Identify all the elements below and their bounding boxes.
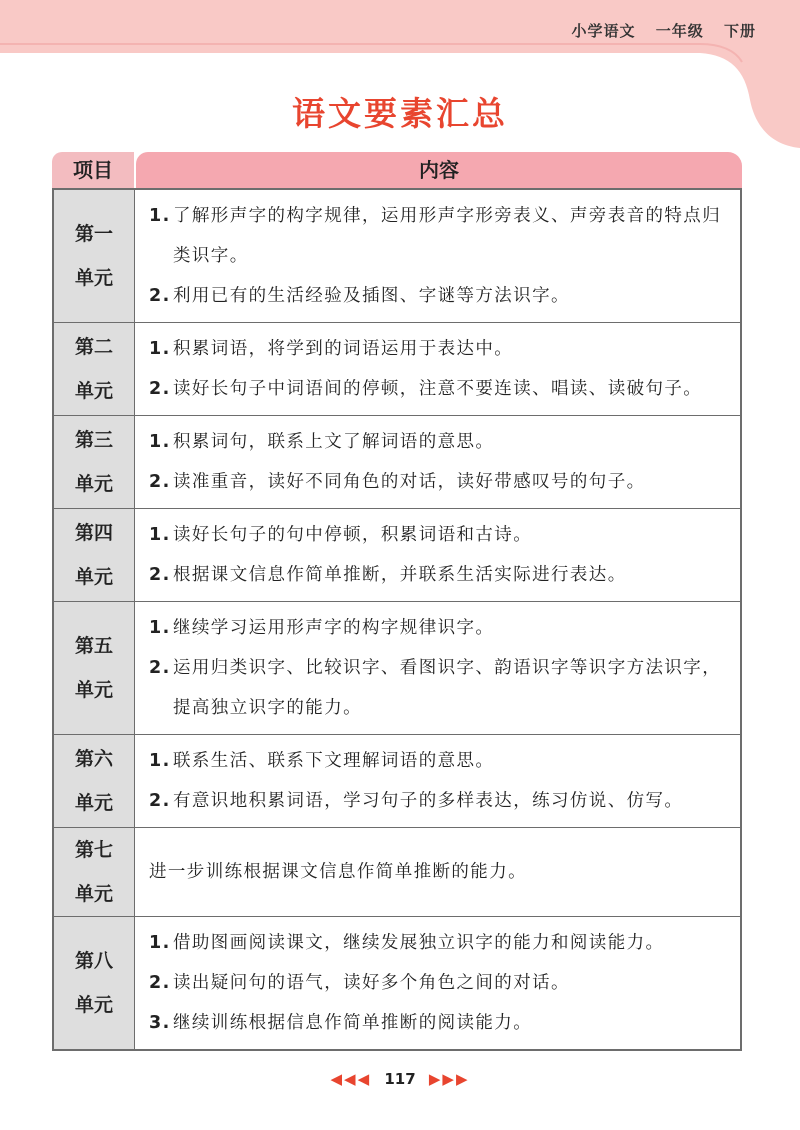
item-number: 2.: [149, 472, 171, 492]
table-row: [54, 415, 740, 508]
table-row: [54, 827, 740, 916]
unit-cell: [54, 917, 135, 1049]
list-item: [149, 1003, 732, 1043]
content-cell: [135, 509, 740, 601]
unit-cell: [54, 509, 135, 601]
unit-label: 单元: [74, 994, 113, 1016]
item-text: 利用已有的生活经验及插图、字谜等方法识字。: [173, 286, 570, 306]
page-title: 语文要素汇总: [292, 94, 508, 133]
item-number: 1.: [149, 206, 171, 226]
list-item: [149, 329, 732, 369]
content-cell: [135, 602, 740, 734]
item-number: 2.: [149, 286, 171, 306]
list-item: [149, 422, 732, 462]
content-cell: [135, 323, 740, 415]
plain-text: 进一步训练根据课文信息作简单推断的能力。: [149, 862, 527, 882]
item-text: 积累词句，联系上文了解词语的意思。: [173, 432, 495, 452]
item-text: 联系生活、联系下文理解词语的意思。: [173, 751, 495, 771]
item-text: 继续学习运用形声字的构字规律识字。: [173, 618, 495, 638]
item-number: 1.: [149, 933, 171, 953]
header-volume: 下册: [723, 22, 756, 40]
list-item: [149, 555, 732, 595]
item-text: 借助图画阅读课文，继续发展独立识字的能力和阅读能力。: [173, 933, 665, 953]
list-item: [149, 781, 732, 821]
table-row: [54, 916, 740, 1049]
unit-label: 单元: [74, 883, 113, 905]
item-number: 2.: [149, 658, 171, 678]
unit-number: 第一: [74, 223, 113, 245]
unit-label: 单元: [74, 679, 113, 701]
right-arrows-icon: ▶▶▶: [428, 1070, 470, 1088]
unit-number: 第八: [74, 950, 113, 972]
list-item: [149, 648, 732, 728]
item-text: 根据课文信息作简单推断，并联系生活实际进行表达。: [173, 565, 627, 585]
item-number: 2.: [149, 379, 171, 399]
item-number: 1.: [149, 432, 171, 452]
item-number: 1.: [149, 751, 171, 771]
unit-number: 第五: [74, 635, 113, 657]
content-cell: [135, 190, 740, 322]
unit-label: 单元: [74, 267, 113, 289]
left-arrows-icon: ◀◀◀: [330, 1070, 372, 1088]
item-text: 了解形声字的构字规律，运用形声字形旁表义、声旁表音的特点归类识字。: [173, 206, 722, 266]
item-number: 1.: [149, 618, 171, 638]
list-item: [149, 462, 732, 502]
item-number: 1.: [149, 525, 171, 545]
list-item: [149, 741, 732, 781]
unit-label: 单元: [74, 380, 113, 402]
item-text: 读好长句子的句中停顿，积累词语和古诗。: [173, 525, 533, 545]
header-subject: 小学语文: [571, 22, 636, 40]
unit-cell: [54, 735, 135, 827]
list-item: [149, 369, 732, 409]
item-number: 2.: [149, 791, 171, 811]
unit-cell: [54, 828, 135, 916]
item-text: 运用归类识字、比较识字、看图识字、韵语识字等识字方法识字，提高独立识字的能力。: [173, 658, 722, 718]
unit-label: 单元: [74, 792, 113, 814]
unit-label: 单元: [74, 566, 113, 588]
table-row: [54, 188, 740, 322]
table-row: [54, 734, 740, 827]
unit-number: 第三: [74, 429, 113, 451]
content-cell: [135, 828, 740, 916]
unit-cell: [54, 416, 135, 508]
page-number: 117: [384, 1070, 416, 1088]
page-footer: [0, 1070, 800, 1088]
item-number: 2.: [149, 565, 171, 585]
list-item: [149, 276, 732, 316]
book-header: [557, 20, 756, 41]
summary-table: [52, 152, 742, 1051]
item-number: 2.: [149, 973, 171, 993]
item-number: 1.: [149, 339, 171, 359]
item-text: 读出疑问句的语气，读好多个角色之间的对话。: [173, 973, 570, 993]
unit-number: 第六: [74, 748, 113, 770]
list-item: [149, 923, 732, 963]
item-text: 积累词语，将学到的词语运用于表达中。: [173, 339, 514, 359]
unit-number: 第四: [74, 522, 113, 544]
list-item: [149, 608, 732, 648]
unit-cell: [54, 323, 135, 415]
header-grade: 一年级: [655, 22, 704, 40]
list-item: [149, 515, 732, 555]
content-cell: [135, 735, 740, 827]
item-number: 3.: [149, 1013, 171, 1033]
header-item-column: 项目: [52, 152, 134, 188]
content-cell: [135, 917, 740, 1049]
unit-number: 第七: [74, 839, 113, 861]
item-text: 继续训练根据信息作简单推断的阅读能力。: [173, 1013, 533, 1033]
table-row: [54, 508, 740, 601]
list-item: [149, 196, 732, 276]
unit-label: 单元: [74, 473, 113, 495]
unit-cell: [54, 190, 135, 322]
list-item: [149, 963, 732, 1003]
item-text: 读好长句子中词语间的停顿，注意不要连读、唱读、读破句子。: [173, 379, 703, 399]
content-cell: [135, 416, 740, 508]
table-header: [52, 152, 742, 188]
unit-number: 第二: [74, 336, 113, 358]
unit-cell: [54, 602, 135, 734]
header-content-column: 内容: [136, 152, 742, 188]
item-text: 读准重音，读好不同角色的对话，读好带感叹号的句子。: [173, 472, 646, 492]
table-row: [54, 322, 740, 415]
table-row: [54, 601, 740, 734]
item-text: 有意识地积累词语，学习句子的多样表达，练习仿说、仿写。: [173, 791, 684, 811]
table-body: [52, 188, 742, 1051]
